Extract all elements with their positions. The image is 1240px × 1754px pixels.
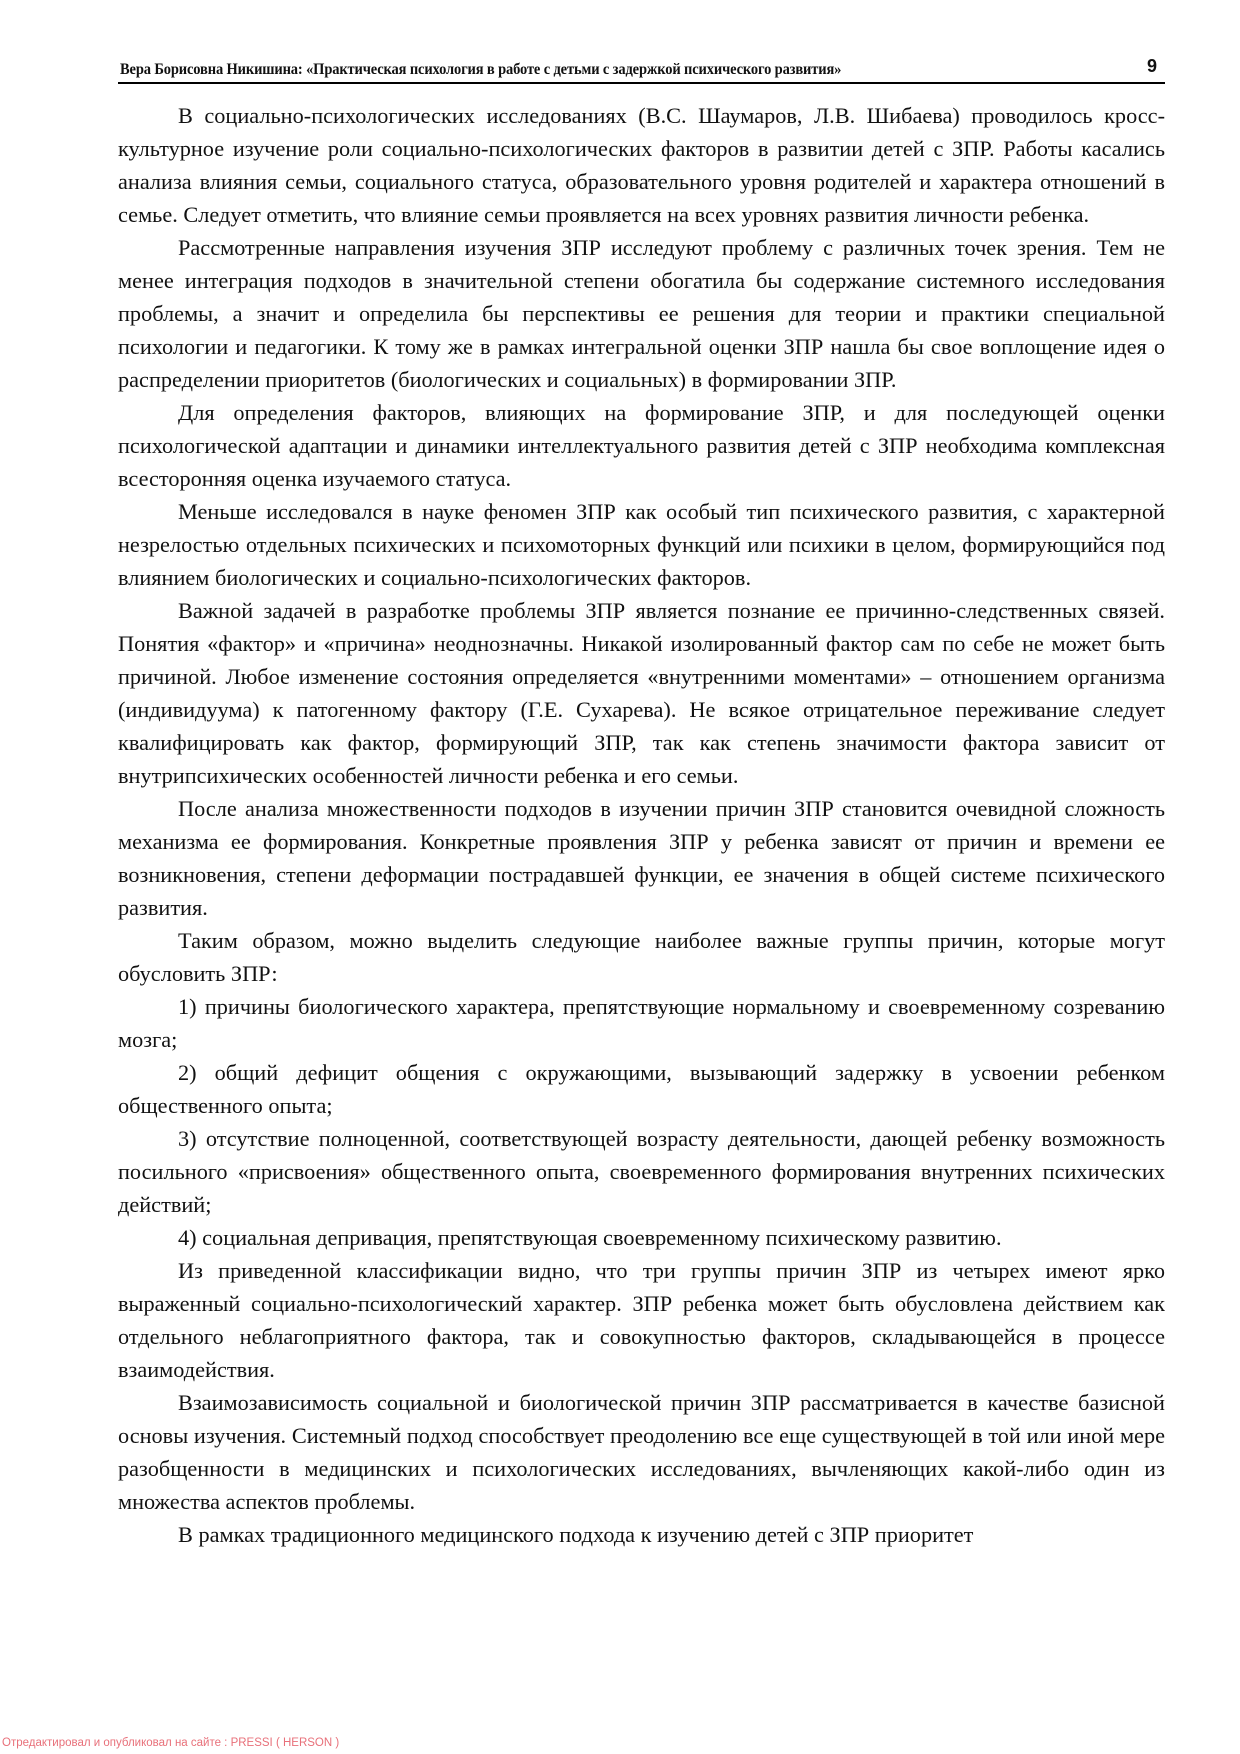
- paragraph: Рассмотренные направления изучения ЗПР исследуют проблему с различных точек зрения. Тем не менее интеграция подходов в значительной степени обогатила бы содержание системного исследования проблемы, а значит и определила бы перспективы ее решения для теории и практики специальной психологии и педагогики. К тому же в рамках интегральной оценки ЗПР нашла бы свое воплощение идея о распределении приоритетов (биологических и социальных) в формировании ЗПР.: [118, 235, 1165, 392]
- paragraph: Из приведенной классификации видно, что три группы причин ЗПР из четырех имеют ярко выраженный социально-психологический характер. ЗПР ребенка может быть обусловлена действием как отдельного неблагоприятного фактора, так и совокупностью факторов, складывающейся в процессе взаимодействия.: [118, 1258, 1165, 1382]
- paragraph: Взаимозависимость социальной и биологической причин ЗПР рассматривается в качестве базисной основы изучения. Системный подход способствует преодолению все еще существующей в той или иной мере разобщенности в медицинских и психологических исследованиях, вычленяющих какой-либо один из множества аспектов проблемы.: [118, 1390, 1165, 1514]
- list-item-cause-1: 1) причины биологического характера, препятствующие нормальному и своевременному созреванию мозга;: [118, 994, 1165, 1052]
- paragraph: Таким образом, можно выделить следующие наиболее важные группы причин, которые могут обусловить ЗПР:: [118, 928, 1165, 986]
- list-item-cause-4: 4) социальная депривация, препятствующая своевременному психическому развитию.: [178, 1225, 1002, 1250]
- page-header: [118, 58, 1165, 84]
- paragraph: Меньше исследовался в науке феномен ЗПР как особый тип психического развития, с характерной незрелостью отдельных психических и психомоторных функций или психики в целом, формирующийся под влиянием биологических и социально-психологических факторов.: [118, 499, 1165, 590]
- paragraph: Важной задачей в разработке проблемы ЗПР является познание ее причинно-следственных связей. Понятия «фактор» и «причина» неоднозначны. Никакой изолированный фактор сам по себе не может быть причиной. Любое изменение состояния определяется «внутренними моментами» – отношением организма (индивидуума) к патогенному фактору (Г.Е. Сухарева). Не всякое отрицательное переживание следует квалифицировать как фактор, формирующий ЗПР, так как степень значимости фактора зависит от внутрипсихических особенностей личности ребенка и его семьи.: [118, 598, 1165, 788]
- list-item-cause-3: 3) отсутствие полноценной, соответствующей возрасту деятельности, дающей ребенку возможность посильного «присвоения» общественного опыта, своевременного формирования внутренних психических действий;: [118, 1126, 1165, 1217]
- paragraph: В социально-психологических исследованиях (В.С. Шаумаров, Л.В. Шибаева) проводилось кросс-культурное изучение роли социально-психологических факторов в развитии детей с ЗПР. Работы касались анализа влияния семьи, социального статуса, образовательного уровня родителей и характера отношений в семье. Следует отметить, что влияние семьи проявляется на всех уровнях развития личности ребенка.: [118, 103, 1165, 227]
- publisher-footer-note: Отредактировал и опубликовал на сайте : PRESSI ( HERSON ): [2, 1737, 340, 1749]
- paragraph: В рамках традиционного медицинского подхода к изучению детей с ЗПР приоритет: [178, 1522, 974, 1547]
- running-header-title: Вера Борисовна Никишина: «Практическая психология в работе с детьми с задержкой психического развития»: [120, 61, 842, 78]
- paragraph: После анализа множественности подходов в изучении причин ЗПР становится очевидной сложность механизма ее формирования. Конкретные проявления ЗПР у ребенка зависят от причин и времени ее возникновения, степени деформации пострадавшей функции, ее значения в общей системе психического развития.: [118, 796, 1165, 920]
- page-number: 9: [1146, 56, 1157, 76]
- paragraph: Для определения факторов, влияющих на формирование ЗПР, и для последующей оценки психологической адаптации и динамики интеллектуального развития детей с ЗПР необходима комплексная всесторонняя оценка изучаемого статуса.: [118, 400, 1165, 491]
- body-text: [118, 99, 1165, 1551]
- list-item-cause-2: 2) общий дефицит общения с окружающими, вызывающий задержку в усвоении ребенком общественного опыта;: [118, 1060, 1165, 1118]
